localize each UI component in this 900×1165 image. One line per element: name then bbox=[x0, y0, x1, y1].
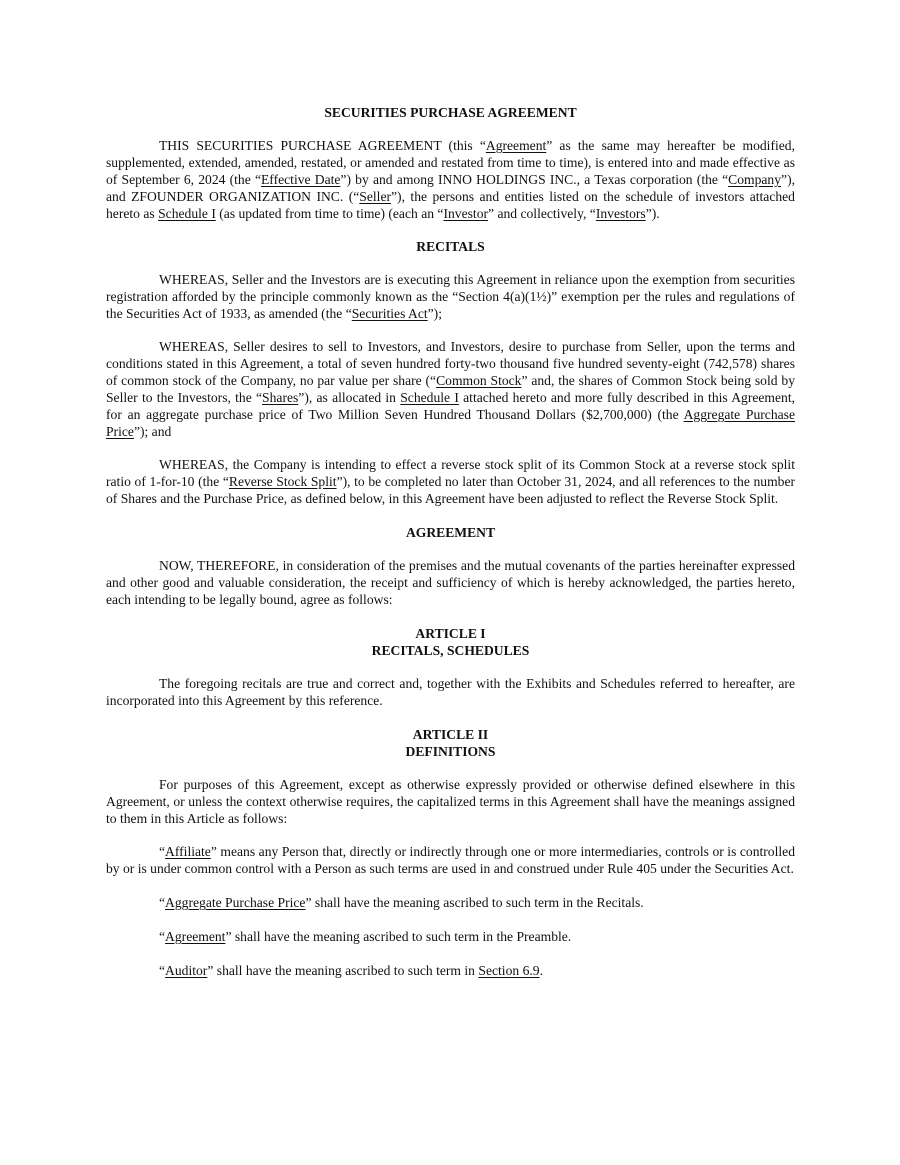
agreement-paragraph: NOW, THEREFORE, in consideration of the premises and the mutual covenants of the parties hereinafter expressed and other good and valuable consideration, the receipt and sufficiency of which is hereby acknowledged, the parties hereto, each intending to be legally bound, agree as follows: bbox=[106, 558, 795, 607]
defined-term-aggregate-purchase-price: Aggregate Purchase Price bbox=[106, 407, 795, 439]
text-run: “ bbox=[159, 844, 166, 859]
text-run: ”), as allocated in bbox=[298, 390, 401, 405]
defined-term-auditor: Auditor bbox=[165, 963, 208, 978]
recital-paragraph-1 bbox=[106, 271, 795, 322]
defined-term-aggregate-purchase-price: Aggregate Purchase Price bbox=[165, 895, 306, 910]
defined-term-reverse-stock-split: Reverse Stock Split bbox=[228, 474, 337, 489]
text-run: ” and, the shares of Common Stock being sold by Seller to the Investors, the “ bbox=[106, 373, 795, 405]
schedule-reference: Schedule I bbox=[158, 206, 216, 221]
text-run: WHEREAS, the Company is intending to effect a reverse stock split of its Common Stock at a reverse stock split ratio of 1-for-10 (the “ bbox=[106, 457, 795, 489]
text-run: ”); and bbox=[133, 424, 172, 439]
text-run: ” shall have the meaning ascribed to such term in bbox=[207, 963, 479, 978]
definition-agreement bbox=[106, 928, 795, 945]
article-1-heading bbox=[106, 625, 795, 659]
text-run: “ bbox=[159, 895, 166, 910]
article-1-number: ARTICLE I bbox=[415, 626, 486, 641]
definition-affiliate bbox=[106, 843, 795, 877]
defined-term-investors: Investors bbox=[595, 206, 646, 221]
text-run: THIS SECURITIES PURCHASE AGREEMENT (this “ bbox=[159, 138, 486, 153]
text-run: WHEREAS, Seller and the Investors are is executing this Agreement in reliance upon the exemption from securities registration afforded by the principle commonly known as the “Section 4(a)(1½)” exemption per the rules and regulations of the Securities Act of 1933, as amended (the “ bbox=[106, 272, 795, 321]
defined-term-agreement: Agreement bbox=[165, 929, 226, 944]
defined-term-investor: Investor bbox=[443, 206, 489, 221]
text-run: . bbox=[539, 963, 543, 978]
article-2-title: DEFINITIONS bbox=[405, 744, 496, 759]
text-run: ”), the persons and entities listed on the schedule of investors attached hereto as bbox=[106, 189, 795, 221]
text-run: (as updated from time to time) (each an “ bbox=[215, 206, 444, 221]
text-run: ”), and ZFOUNDER ORGANIZATION INC. (“ bbox=[106, 172, 795, 204]
article-1-paragraph: The foregoing recitals are true and correct and, together with the Exhibits and Schedules referred to hereafter, are incorporated into this Agreement by this reference. bbox=[106, 676, 795, 708]
section-reference-6-9: Section 6.9 bbox=[478, 963, 540, 978]
defined-term-securities-act: Securities Act bbox=[351, 306, 428, 321]
text-run: ” means any Person that, directly or indirectly through one or more intermediaries, controls or is controlled by or is under common control with a Person as such terms are used in and construed under Rule 405 under the Securities Act. bbox=[106, 844, 795, 876]
agreement-heading: AGREEMENT bbox=[405, 525, 496, 540]
recital-paragraph-3 bbox=[106, 456, 795, 507]
text-run: ”) by and among INNO HOLDINGS INC., a Texas corporation (the “ bbox=[340, 172, 729, 187]
preamble-paragraph bbox=[106, 137, 795, 222]
article-2-number: ARTICLE II bbox=[412, 727, 489, 742]
defined-term-agreement: Agreement bbox=[485, 138, 547, 153]
article-2-heading bbox=[106, 726, 795, 760]
text-run: ” shall have the meaning ascribed to such term in the Recitals. bbox=[305, 895, 644, 910]
article-2-intro: For purposes of this Agreement, except as otherwise expressly provided or otherwise defined elsewhere in this Agreement, or unless the context otherwise requires, the capitalized terms in this Agreement shall have the meanings assigned to them in this Article as follows: bbox=[106, 777, 795, 826]
text-run: ”). bbox=[645, 206, 660, 221]
text-run: WHEREAS, Seller desires to sell to Investors, and Investors, desire to purchase from Seller, upon the terms and conditions stated in this Agreement, a total of seven hundred forty-two thousand five hundred seventy-eight (742,578) shares of common stock of the Company, no par value per share (“ bbox=[106, 339, 795, 388]
defined-term-effective-date: Effective Date bbox=[261, 172, 341, 187]
definition-aggregate-purchase-price bbox=[106, 894, 795, 911]
defined-term-company: Company bbox=[728, 172, 782, 187]
recitals-heading: RECITALS bbox=[416, 239, 485, 254]
text-run: ”); bbox=[427, 306, 442, 321]
defined-term-common-stock: Common Stock bbox=[436, 373, 522, 388]
document-page bbox=[106, 104, 795, 979]
schedule-reference: Schedule I bbox=[400, 390, 459, 405]
text-run: attached hereto and more fully described in this Agreement, for an aggregate purchase price of Two Million Seven Hundred Thousand Dollars ($2,700,000) (the bbox=[106, 390, 795, 422]
recital-paragraph-2 bbox=[106, 338, 795, 440]
article-1-title: RECITALS, SCHEDULES bbox=[371, 643, 530, 658]
defined-term-shares: Shares bbox=[262, 390, 299, 405]
text-run: ”), to be completed no later than October 31, 2024, and all references to the number of Shares and the Purchase Price, as defined below, in this Agreement have been adjusted to reflect the Reverse Stock Split. bbox=[106, 474, 796, 506]
document-title: SECURITIES PURCHASE AGREEMENT bbox=[324, 105, 577, 120]
text-run: ” as the same may hereafter be modified, supplemented, extended, amended, restated, or amended and restated from time to time), is entered into and made effective as of September 6, 2024 (the “ bbox=[106, 138, 795, 187]
definition-auditor bbox=[106, 962, 795, 979]
text-run: ” shall have the meaning ascribed to such term in the Preamble. bbox=[225, 929, 572, 944]
text-run: ” and collectively, “ bbox=[488, 206, 596, 221]
defined-term-seller: Seller bbox=[359, 189, 392, 204]
defined-term-affiliate: Affiliate bbox=[165, 844, 211, 859]
text-run: “ bbox=[159, 963, 166, 978]
text-run: “ bbox=[159, 929, 166, 944]
